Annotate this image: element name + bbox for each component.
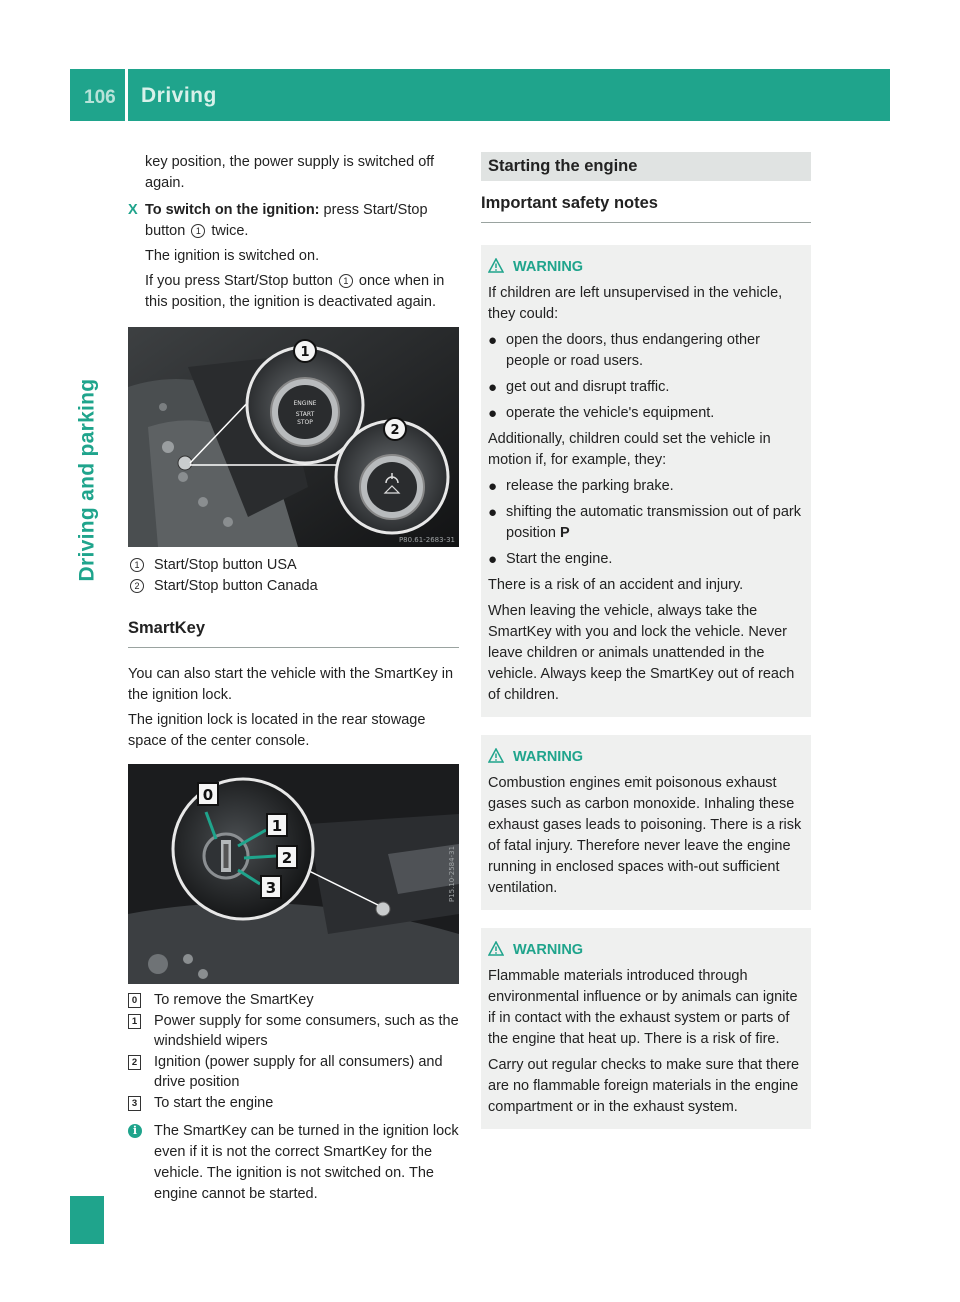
stop-label: STOP: [297, 419, 313, 426]
warning-label: WARNING: [513, 942, 584, 958]
legend-item: [128, 1052, 459, 1092]
legend-text: To remove the SmartKey: [154, 992, 314, 1008]
subsection-title: Important safety notes: [481, 193, 811, 223]
warning-box-exhaust: [481, 735, 811, 910]
legend-text: Start/Stop button USA: [154, 557, 297, 573]
info-icon: i: [128, 1124, 142, 1138]
legend-text: Ignition (power supply for all consumers) and drive position: [154, 1054, 443, 1090]
section-side-label: Driving and parking: [75, 378, 99, 582]
position-label-3: 3: [265, 879, 277, 897]
intro-paragraph: key position, the power supply is switched off again.: [145, 154, 435, 191]
callout-2: 2: [390, 423, 400, 438]
warning-text: If children are left unsupervised in the vehicle, they could:: [488, 285, 783, 322]
callout-1: 1: [300, 345, 310, 360]
bullet-item: [488, 377, 804, 398]
photo-code: P15.10-2584-31: [448, 845, 456, 903]
legend-item: [128, 990, 459, 1010]
warning-text: Additionally, children could set the vehicle in motion if, for example, they:: [488, 431, 771, 468]
legend-key: 0: [128, 993, 141, 1008]
bullet-icon: ●: [488, 332, 498, 349]
ignition-lock-photo: [128, 764, 459, 984]
warning-triangle-icon: [488, 748, 504, 763]
start-label: START: [295, 411, 315, 418]
legend-item: [128, 576, 459, 596]
position-label-0: 0: [202, 786, 214, 804]
warning-header: [488, 747, 804, 767]
warning-label: WARNING: [513, 259, 584, 275]
legend-list-2: [128, 990, 459, 1113]
legend-list-1: [128, 555, 459, 596]
action-step: [128, 200, 459, 242]
page-number: 106: [84, 87, 116, 108]
bullet-item: [488, 330, 804, 372]
warning-header: [488, 257, 804, 277]
action-text-end: twice.: [211, 223, 249, 239]
legend-item: [128, 1093, 459, 1113]
condition-text-a: If you press Start/Stop button: [145, 273, 333, 289]
action-text: press Start/Stop button: [145, 202, 428, 239]
result-text: The ignition is switched on.: [145, 248, 320, 264]
warning-text: Combustion engines emit poisonous exhaust gases such as carbon monoxide. Inhaling these exhaust gases leads to poisoning. There is a risk of fatal injury. Therefore never leave the engine running in enclosed spaces with-out sufficient ventilation.: [488, 775, 802, 896]
header-divider: [125, 69, 128, 121]
bullet-text: Start the engine.: [506, 551, 613, 567]
bullet-icon: ●: [488, 478, 498, 495]
condition-text-b: once when in this position, the ignition is deactivated again.: [145, 273, 445, 310]
legend-item: [128, 1011, 459, 1051]
bullet-icon: ●: [488, 504, 498, 521]
section-title-smartkey: SmartKey: [128, 618, 459, 648]
bullet-icon: ●: [488, 379, 498, 396]
engine-label: ENGINE: [293, 400, 317, 407]
warning-header: [488, 940, 804, 960]
section-thumb-tab: [70, 1196, 104, 1244]
legend-key: 2: [130, 579, 144, 593]
legend-key: 1: [128, 1014, 141, 1029]
info-text: The SmartKey can be turned in the ignition lock even if it is not the correct SmartKey for the vehicle. The ignition is not switched on. The engine cannot be started.: [154, 1123, 459, 1202]
action-arrow-icon: X: [128, 202, 138, 218]
gear-position: P: [560, 525, 570, 541]
position-label-2: 2: [281, 849, 293, 867]
bullet-icon: ●: [488, 551, 498, 568]
section-band-title: Starting the engine: [481, 152, 811, 181]
bullet-item: [488, 502, 804, 544]
bullet-icon: ●: [488, 405, 498, 422]
callout-number: 1: [339, 274, 353, 288]
bullet-item: [488, 403, 804, 424]
bullet-text: open the doors, thus endangering other people or road users.: [506, 332, 760, 369]
chapter-title: Driving: [141, 84, 217, 107]
bullet-item: [488, 476, 804, 497]
legend-key: 3: [128, 1096, 141, 1111]
bullet-text: release the parking brake.: [506, 478, 674, 494]
legend-key: 2: [128, 1055, 141, 1070]
warning-text: Carry out regular checks to make sure that there are no flammable foreign materials in the engine compartment or in the exhaust system.: [488, 1057, 800, 1115]
condition-text: [128, 271, 459, 313]
smartkey-paragraph-2: The ignition lock is located in the rear stowage space of the center console.: [128, 712, 426, 749]
warning-text: There is a risk of an accident and injury.: [488, 577, 744, 593]
legend-text: Start/Stop button Canada: [154, 578, 318, 594]
legend-text: Power supply for some consumers, such as the windshield wipers: [154, 1013, 459, 1049]
position-label-1: 1: [271, 817, 283, 835]
warning-text: Flammable materials introduced through environmental influence or by animals can ignite if in contact with the exhaust system or parts of the engine that heat up. There is a risk of fire.: [488, 968, 798, 1047]
legend-key: 1: [130, 558, 144, 572]
warning-triangle-icon: [488, 941, 504, 956]
action-lead: To switch on the ignition:: [145, 202, 320, 218]
bullet-text: shifting the automatic transmission out of park position: [506, 504, 801, 541]
legend-text: To start the engine: [154, 1095, 274, 1111]
info-note: [128, 1121, 459, 1205]
photo-code: P80.61-2683-31: [398, 536, 455, 544]
right-column: [481, 152, 811, 1129]
bullet-text: get out and disrupt traffic.: [506, 379, 670, 395]
left-column: [128, 152, 459, 1205]
warning-triangle-icon: [488, 258, 504, 273]
start-stop-photo: [128, 327, 459, 547]
warning-box-fire: [481, 928, 811, 1129]
bullet-text: operate the vehicle's equipment.: [506, 405, 715, 421]
smartkey-paragraph-1: You can also start the vehicle with the SmartKey in the ignition lock.: [128, 666, 454, 703]
warning-text: When leaving the vehicle, always take the SmartKey with you and lock the vehicle. Never leave children or animals unattended in the vehicle. Always keep the SmartKey out of reach of children.: [488, 603, 795, 703]
bullet-item: [488, 549, 804, 570]
page-header: [70, 69, 890, 121]
legend-item: [128, 555, 459, 575]
callout-number: 1: [191, 224, 205, 238]
warning-label: WARNING: [513, 749, 584, 765]
warning-box-children: [481, 245, 811, 717]
